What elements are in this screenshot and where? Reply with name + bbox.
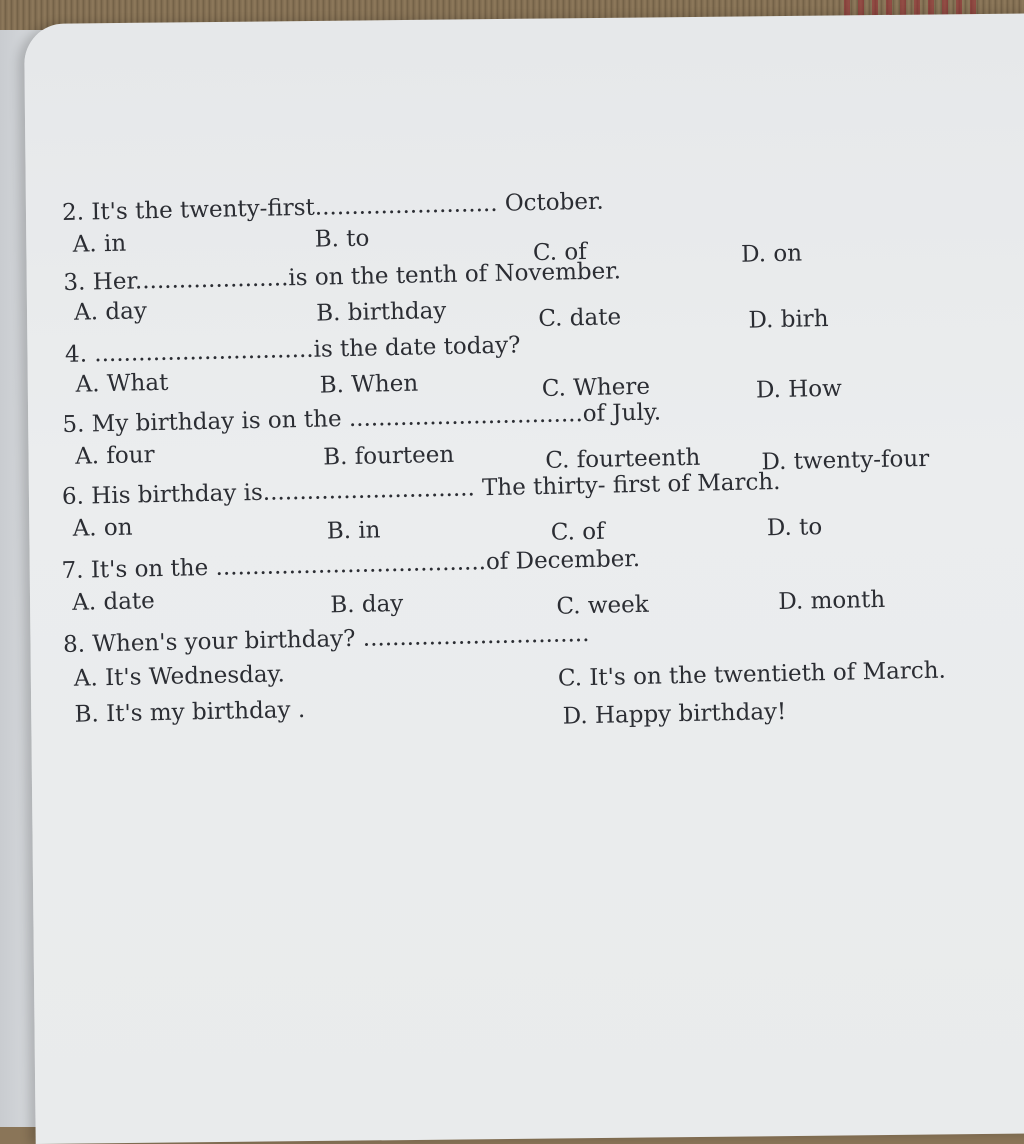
question-8-stem: 8. When's your birthday? ............................... [62, 621, 590, 659]
question-3-option-b[interactable]: B. birthday [315, 297, 447, 327]
question-8-option-d[interactable]: D. Happy birthday! [562, 698, 787, 730]
question-3-option-d[interactable]: D. birh [748, 305, 829, 334]
question-5-option-b[interactable]: B. fourteen [322, 441, 455, 471]
question-2-stem: 2. It's the twenty-first......................... October. [61, 188, 604, 226]
question-5-stem: 5. My birthday is on the ................................of July. [62, 399, 662, 438]
question-5-option-c[interactable]: C. fourteenth [545, 444, 701, 474]
question-7-option-a[interactable]: A. date [71, 588, 156, 616]
question-7-stem: 7. It's on the .....................................of December. [61, 545, 641, 585]
question-6-option-a[interactable]: A. on [72, 514, 133, 542]
question-2-option-d[interactable]: D. on [740, 240, 803, 268]
question-3-option-c[interactable]: C. date [538, 304, 622, 333]
question-4-option-d[interactable]: D. How [755, 375, 843, 404]
question-7-option-c[interactable]: C. week [556, 591, 649, 620]
question-6-stem: 6. His birthday is............................. The thirty- first of March. [61, 468, 781, 511]
question-4-option-c[interactable]: C. Where [541, 373, 651, 402]
question-8-option-b[interactable]: B. It's my birthday . [74, 696, 306, 728]
question-5-option-a[interactable]: A. four [74, 442, 155, 470]
question-5-option-d[interactable]: D. twenty-four [761, 445, 930, 476]
question-3-stem: 3. Her.....................is on the tenth of November. [63, 258, 622, 296]
question-7-option-b[interactable]: B. day [330, 590, 404, 619]
question-3-option-a[interactable]: A. day [73, 298, 148, 326]
question-8-option-c[interactable]: C. It's on the twentieth of March. [557, 657, 947, 692]
question-4-stem: 4. ..............................is the date today? [64, 332, 521, 368]
question-2-option-c[interactable]: C. of [532, 238, 588, 267]
question-6-option-d[interactable]: D. to [766, 514, 823, 542]
question-7-option-d[interactable]: D. month [778, 586, 886, 616]
question-4-option-a[interactable]: A. What [75, 369, 169, 398]
question-6-option-b[interactable]: B. in [326, 517, 381, 545]
question-4-option-b[interactable]: B. When [319, 370, 419, 399]
question-2-option-b[interactable]: B. to [314, 225, 370, 253]
question-6-option-c[interactable]: C. of [550, 518, 605, 546]
question-2-option-a[interactable]: A. in [72, 230, 127, 258]
question-8-option-a[interactable]: A. It's Wednesday. [73, 661, 286, 692]
